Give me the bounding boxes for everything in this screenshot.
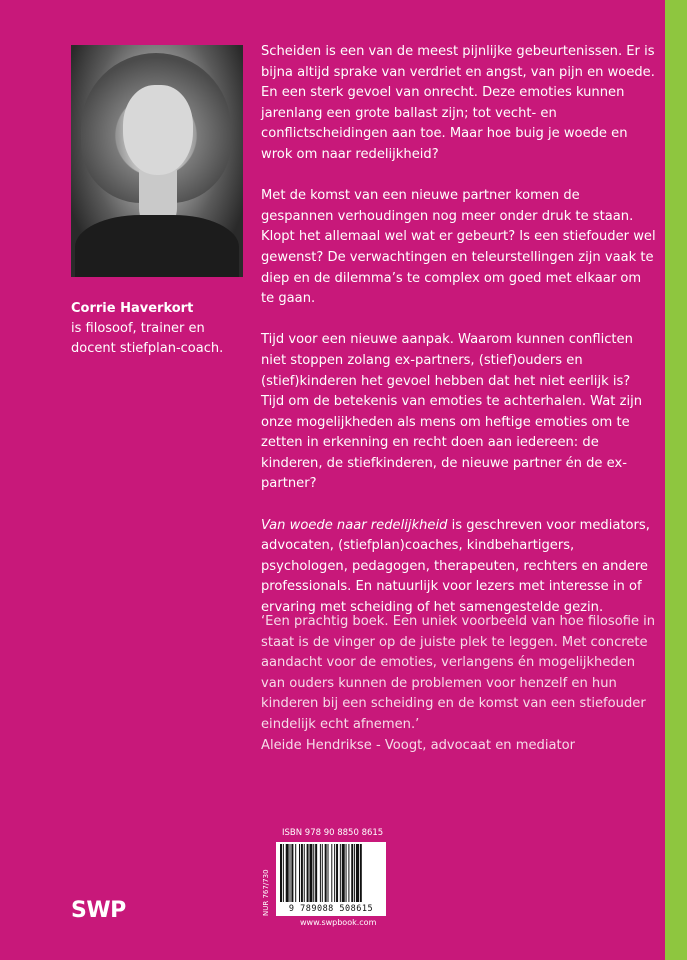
publisher-logo: SWP: [71, 898, 126, 923]
blurb-paragraph-3: Tijd voor een nieuwe aanpak. Waarom kunnen conflicten niet stoppen zolang ex-partners, (stief)ouders en (stief)kinderen het gevoel hebben dat het niet eerlijk is? Tijd om de betekenis van emoties te achterhalen. Wat zijn onze mogelijkheden als mens om heftige emoties om te zetten in erkenning en recht doen aan iedereen: de kinderen, de stiefkinderen, de nieuwe partner én de ex-partner?: [261, 332, 643, 492]
spine-stripe: [665, 0, 687, 960]
publisher-website: www.swpbook.com: [300, 918, 377, 927]
blurb-paragraph-4: [261, 516, 656, 619]
author-photo: [71, 45, 243, 277]
author-bio-line-2: docent stiefplan-coach.: [71, 341, 224, 356]
nur-code: NUR 767/730: [262, 869, 270, 916]
author-info: [71, 299, 251, 359]
author-name: Corrie Haverkort: [71, 301, 194, 316]
book-title: Van woede naar redelijkheid: [261, 517, 448, 533]
blurb-paragraph-1: Scheiden is een van de meest pijnlijke gebeurtenissen. Er is bijna altijd sprake van verdriet en angst, van pijn en woede. En een sterk gevoel van onrecht. Deze emoties kunnen jarenlang een grote ballast zijn; tot vecht- en conflictscheidingen aan toe. Maar hoe buig je woede en wrok om naar redelijkheid?: [261, 44, 655, 162]
blurb-text: [261, 42, 656, 639]
author-bio-line-1: is filosoof, trainer en: [71, 321, 205, 336]
barcode-digits: 9 789088 508615: [276, 902, 386, 916]
blurb-paragraph-4-rest: is geschreven voor mediators, advocaten, (stiefplan)coaches, kindbehartigers, psychologen, pedagogen, therapeuten, rechters en andere professionals. En natuurlijk voor lezers met interesse in of ervaring met scheiding of het samengestelde gezin.: [261, 517, 650, 616]
testimonial-text: ‘Een prachtig boek. Een uniek voorbeeld van hoe filosofie in staat is de vinger op de juiste plek te leggen. Met concrete aandacht voor de emoties, verlangens én mogelijkheden van ouders kunnen de problemen voor henzelf en hun kinderen bij een scheiding en de komst van een stiefouder eindelijk echt afnemen.’: [261, 614, 656, 732]
barcode-block: [264, 828, 386, 928]
testimonial: [261, 612, 656, 756]
isbn-label: ISBN 978 90 8850 8615: [282, 828, 384, 838]
blurb-paragraph-2: Met de komst van een nieuwe partner komen de gespannen verhoudingen nog meer onder druk te staan. Klopt het allemaal wel wat er gebeurt? Is een stiefouder wel gewenst? De verwachtingen en teleurstellingen zijn vaak te diep en de dilemma’s te complex om goed met elkaar om te gaan.: [261, 188, 656, 307]
testimonial-attribution: Aleide Hendrikse - Voogt, advocaat en mediator: [261, 737, 576, 753]
